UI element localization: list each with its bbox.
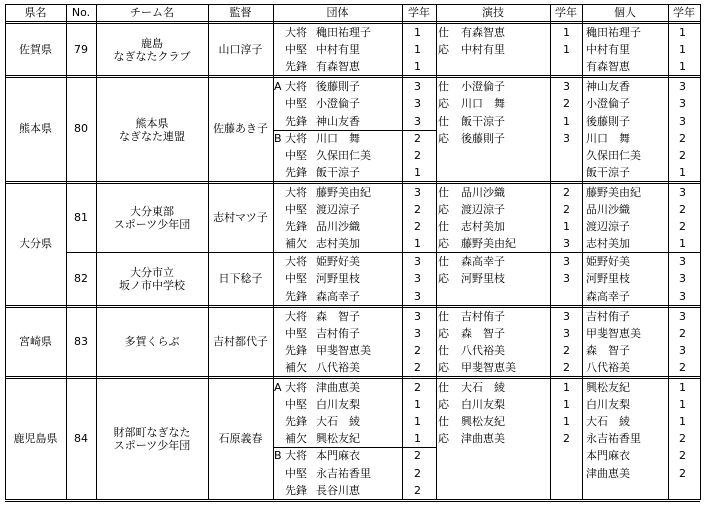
team-member-grade: 3 bbox=[414, 114, 421, 128]
demo-grade: 3 bbox=[563, 255, 570, 269]
individual-name: 中村有里 bbox=[586, 43, 630, 57]
individual-grade: 1 bbox=[679, 398, 686, 412]
demo-grade: 3 bbox=[563, 237, 570, 251]
team-number: 84 bbox=[74, 432, 88, 445]
column-border bbox=[66, 4, 67, 500]
column-border bbox=[96, 4, 97, 500]
team-member-name: 河野里枝 bbox=[316, 272, 360, 286]
team-member-grade: 3 bbox=[414, 289, 421, 303]
demo-name: 志村美加 bbox=[461, 220, 505, 234]
team-member-grade: 2 bbox=[414, 343, 421, 357]
demo-name: 藤野美由紀 bbox=[461, 237, 516, 251]
group-label: A bbox=[274, 381, 282, 394]
demo-grade: 1 bbox=[563, 114, 570, 128]
team-member-grade: 1 bbox=[414, 60, 421, 74]
team-member-name: 森高幸子 bbox=[316, 289, 360, 303]
individual-name: 後藤則子 bbox=[586, 114, 630, 128]
team-member-name: 大石 綾 bbox=[316, 415, 360, 429]
individual-grade: 1 bbox=[679, 26, 686, 39]
demo-grade: 1 bbox=[563, 220, 570, 234]
individual-name: 八代裕美 bbox=[586, 360, 630, 374]
individual-name: 久保田仁美 bbox=[586, 148, 641, 162]
team-member-grade: 2 bbox=[414, 203, 421, 216]
individual-name: 津曲恵美 bbox=[586, 466, 630, 480]
demo-name: 川口 舞 bbox=[461, 97, 505, 111]
header-grade: 学年 bbox=[555, 6, 577, 19]
team-member-grade: 2 bbox=[414, 131, 421, 145]
demo-role: 仕 bbox=[438, 415, 449, 429]
demo-grade: 2 bbox=[563, 343, 570, 357]
individual-grade: 3 bbox=[679, 185, 686, 199]
individual-name: 神山友香 bbox=[586, 80, 630, 94]
column-border bbox=[582, 4, 583, 500]
team-number: 82 bbox=[74, 272, 88, 286]
individual-name: 川口 舞 bbox=[586, 131, 630, 145]
prefecture-name: 大分県 bbox=[19, 236, 52, 250]
team-member-name: 八代裕美 bbox=[316, 360, 360, 374]
team-member-name: 本門麻衣 bbox=[316, 449, 360, 463]
individual-grade: 3 bbox=[679, 114, 686, 128]
individual-grade: 3 bbox=[679, 80, 686, 94]
header-grade: 学年 bbox=[673, 6, 695, 19]
team-position: 先鋒 bbox=[285, 60, 307, 74]
individual-grade: 3 bbox=[679, 309, 686, 323]
team-member-grade: 2 bbox=[414, 360, 421, 374]
header-no: No. bbox=[71, 6, 91, 19]
team-member-name: 品川沙織 bbox=[316, 220, 360, 234]
team-member-name: 有森智恵 bbox=[316, 60, 360, 74]
team-member-grade: 2 bbox=[414, 148, 421, 162]
team-position: 補欠 bbox=[285, 237, 307, 251]
demo-role: 応 bbox=[438, 432, 449, 446]
individual-grade: 1 bbox=[679, 415, 686, 429]
header-prefecture: 県名 bbox=[24, 6, 47, 19]
prefecture-name: 鹿児島県 bbox=[13, 432, 58, 445]
header-team-name: チーム名 bbox=[130, 6, 174, 19]
demo-name: 吉村侑子 bbox=[461, 309, 505, 323]
team-divider bbox=[5, 75, 700, 76]
individual-grade: 2 bbox=[679, 466, 686, 480]
team-number: 81 bbox=[74, 210, 88, 224]
team-member-name: 興松友紀 bbox=[316, 432, 360, 446]
team-member-name: 渡辺涼子 bbox=[316, 203, 360, 216]
team-member-grade: 1 bbox=[414, 26, 421, 39]
team-name-line: 坂ノ市中学校 bbox=[119, 278, 185, 292]
team-member-grade: 2 bbox=[414, 220, 421, 234]
demo-role: 応 bbox=[438, 131, 449, 145]
demo-name: 森高幸子 bbox=[461, 255, 505, 269]
individual-name: 飯干涼子 bbox=[586, 165, 630, 179]
group-label: A bbox=[274, 80, 282, 94]
team-position: 先鋒 bbox=[285, 415, 307, 429]
demo-name: 白川友梨 bbox=[461, 398, 505, 412]
team-member-name: 姫野好美 bbox=[316, 255, 360, 269]
team-name-line: スポーツ少年団 bbox=[113, 218, 191, 232]
demo-role: 仕 bbox=[438, 114, 449, 128]
demo-grade: 3 bbox=[563, 326, 570, 340]
individual-grade: 2 bbox=[679, 148, 686, 162]
demo-role: 応 bbox=[438, 97, 449, 111]
individual-name: 吉村侑子 bbox=[586, 309, 630, 323]
team-name-line: なぎなたクラブ bbox=[113, 49, 191, 63]
demo-role: 仕 bbox=[438, 220, 449, 234]
team-number: 80 bbox=[74, 122, 88, 136]
team-member-name: 穐田祐理子 bbox=[316, 26, 371, 39]
coach-name: 吉村都代子 bbox=[213, 334, 268, 348]
demo-role: 応 bbox=[438, 398, 449, 412]
team-position: 補欠 bbox=[285, 432, 307, 446]
team-member-grade: 1 bbox=[414, 432, 421, 446]
team-member-name: 甲斐智恵美 bbox=[316, 343, 371, 357]
team-member-name: 志村美加 bbox=[316, 237, 360, 251]
team-member-name: 川口 舞 bbox=[316, 131, 360, 145]
team-member-name: 後藤則子 bbox=[316, 80, 360, 94]
demo-grade: 3 bbox=[563, 131, 570, 145]
team-position: 大将 bbox=[285, 80, 307, 94]
demo-grade: 2 bbox=[563, 360, 570, 374]
individual-grade: 2 bbox=[679, 131, 686, 145]
team-position: 大将 bbox=[285, 26, 307, 39]
header-team-event: 団体 bbox=[326, 6, 349, 19]
team-member-name: 白川友梨 bbox=[316, 398, 360, 412]
demo-grade: 1 bbox=[563, 26, 570, 39]
team-member-name: 長谷川恵 bbox=[316, 483, 360, 497]
demo-role: 応 bbox=[438, 272, 449, 286]
team-position: 先鋒 bbox=[285, 114, 307, 128]
demo-name: 有森智恵 bbox=[461, 26, 505, 39]
individual-grade: 3 bbox=[679, 97, 686, 111]
team-name-line: 財部町なぎなた bbox=[113, 425, 191, 439]
individual-name: 森高幸子 bbox=[586, 289, 630, 303]
team-divider bbox=[5, 499, 700, 500]
team-divider bbox=[5, 181, 700, 182]
demo-role: 仕 bbox=[438, 343, 449, 357]
team-number: 83 bbox=[74, 334, 88, 348]
team-member-name: 神山友香 bbox=[316, 114, 360, 128]
team-member-grade: 1 bbox=[414, 165, 421, 179]
team-position: 大将 bbox=[285, 255, 307, 269]
team-member-grade: 2 bbox=[414, 449, 421, 463]
team-member-name: 永吉祐香里 bbox=[316, 466, 371, 480]
team-name-line: 多賀くらぶ bbox=[124, 335, 180, 349]
individual-name: 興松友紀 bbox=[586, 381, 630, 394]
individual-grade: 2 bbox=[679, 432, 686, 446]
column-border bbox=[208, 4, 209, 500]
team-position: 中堅 bbox=[285, 326, 307, 340]
header-individual: 個人 bbox=[614, 6, 636, 19]
team-member-name: 飯干涼子 bbox=[316, 165, 360, 179]
demo-grade: 1 bbox=[563, 381, 570, 394]
demo-grade: 2 bbox=[563, 97, 570, 111]
demo-grade: 2 bbox=[563, 185, 570, 199]
demo-name: 甲斐智恵美 bbox=[461, 360, 516, 374]
team-position: 先鋒 bbox=[285, 165, 307, 179]
team-position: 中堅 bbox=[285, 466, 307, 480]
demo-name: 河野里枝 bbox=[461, 272, 505, 286]
demo-role: 応 bbox=[438, 326, 449, 340]
individual-name: 白川友梨 bbox=[586, 398, 630, 412]
team-name-line: 大分市立 bbox=[130, 265, 174, 279]
team-member-grade: 2 bbox=[414, 466, 421, 480]
column-border bbox=[550, 4, 551, 500]
team-name-line: 大分東部 bbox=[130, 205, 174, 219]
team-member-grade: 3 bbox=[414, 326, 421, 340]
individual-name: 河野里枝 bbox=[586, 272, 630, 286]
individual-grade: 3 bbox=[679, 343, 686, 357]
demo-grade: 2 bbox=[563, 432, 570, 446]
team-divider bbox=[5, 376, 700, 377]
header-coach: 監督 bbox=[229, 6, 252, 19]
coach-name: 日下稔子 bbox=[218, 272, 263, 286]
demo-role: 仕 bbox=[438, 26, 449, 39]
demo-name: 八代裕美 bbox=[461, 343, 505, 357]
team-member-name: 藤野美由紀 bbox=[316, 185, 371, 199]
individual-grade: 2 bbox=[679, 449, 686, 463]
demo-name: 後藤則子 bbox=[461, 131, 505, 145]
demo-name: 大石 綾 bbox=[461, 381, 505, 394]
team-position: 中堅 bbox=[285, 272, 307, 286]
demo-role: 仕 bbox=[438, 309, 449, 323]
team-position: 大将 bbox=[285, 131, 307, 145]
header-grade: 学年 bbox=[408, 6, 430, 19]
demo-grade: 2 bbox=[563, 203, 570, 216]
team-position: 先鋒 bbox=[285, 343, 307, 357]
individual-grade: 3 bbox=[679, 272, 686, 286]
coach-name: 石原義春 bbox=[218, 432, 263, 445]
team-name-line: 鹿島 bbox=[141, 36, 163, 50]
demo-role: 応 bbox=[438, 43, 449, 57]
individual-name: 大石 綾 bbox=[586, 415, 630, 429]
team-position: 先鋒 bbox=[285, 289, 307, 303]
individual-grade: 1 bbox=[679, 381, 686, 394]
individual-grade: 1 bbox=[679, 43, 686, 57]
coach-name: 志村マツ子 bbox=[213, 210, 268, 224]
team-position: 先鋒 bbox=[285, 483, 307, 497]
individual-grade: 1 bbox=[679, 165, 686, 179]
individual-name: 甲斐智恵美 bbox=[586, 326, 641, 340]
team-member-grade: 3 bbox=[414, 97, 421, 111]
header-bottom-border bbox=[5, 21, 700, 22]
team-position: 大将 bbox=[285, 449, 307, 463]
individual-grade: 1 bbox=[679, 60, 686, 74]
demo-grade: 3 bbox=[563, 272, 570, 286]
demo-role: 仕 bbox=[438, 381, 449, 394]
individual-grade: 2 bbox=[679, 360, 686, 374]
individual-name: 本門麻衣 bbox=[586, 449, 630, 463]
demo-name: 津曲恵美 bbox=[461, 432, 505, 446]
team-member-name: 久保田仁美 bbox=[316, 148, 371, 162]
demo-grade: 1 bbox=[563, 415, 570, 429]
team-member-grade: 2 bbox=[414, 381, 421, 394]
column-border bbox=[668, 4, 669, 500]
individual-name: 小澄倫子 bbox=[586, 97, 630, 111]
demo-role: 応 bbox=[438, 237, 449, 251]
individual-name: 森 智子 bbox=[586, 343, 630, 357]
team-name-line: 熊本県 bbox=[135, 116, 169, 130]
team-member-grade: 1 bbox=[414, 415, 421, 429]
demo-name: 渡辺涼子 bbox=[461, 203, 505, 216]
individual-grade: 2 bbox=[679, 203, 686, 216]
individual-name: 藤野美由紀 bbox=[586, 185, 641, 199]
team-number: 79 bbox=[74, 43, 88, 56]
individual-name: 品川沙織 bbox=[586, 203, 630, 216]
prefecture-name: 熊本県 bbox=[19, 122, 52, 136]
demo-role: 応 bbox=[438, 203, 449, 216]
team-position: 補欠 bbox=[285, 360, 307, 374]
team-position: 中堅 bbox=[285, 398, 307, 412]
prefecture-name: 宮崎県 bbox=[19, 334, 52, 348]
prefecture-name: 佐賀県 bbox=[19, 43, 52, 56]
team-member-name: 森 智子 bbox=[316, 309, 360, 323]
team-position: 大将 bbox=[285, 381, 307, 394]
demo-name: 品川沙織 bbox=[461, 185, 505, 199]
team-divider bbox=[5, 305, 700, 306]
individual-name: 穐田祐理子 bbox=[586, 26, 641, 39]
team-member-grade: 2 bbox=[414, 483, 421, 497]
individual-grade: 1 bbox=[679, 237, 686, 251]
individual-grade: 2 bbox=[679, 326, 686, 340]
individual-grade: 3 bbox=[679, 289, 686, 303]
demo-name: 中村有里 bbox=[461, 43, 505, 57]
team-member-grade: 1 bbox=[414, 237, 421, 251]
table-top-border bbox=[5, 4, 700, 5]
demo-grade: 3 bbox=[563, 309, 570, 323]
team-member-name: 津曲恵美 bbox=[316, 381, 360, 394]
column-border bbox=[5, 4, 6, 500]
column-border bbox=[700, 4, 701, 500]
individual-grade: 3 bbox=[679, 255, 686, 269]
individual-name: 有森智恵 bbox=[586, 60, 630, 74]
team-member-name: 吉村侑子 bbox=[316, 326, 360, 340]
header-demo: 演技 bbox=[482, 6, 504, 19]
group-label: B bbox=[274, 449, 282, 463]
team-member-grade: 3 bbox=[414, 255, 421, 269]
demo-role: 仕 bbox=[438, 185, 449, 199]
team-member-grade: 1 bbox=[414, 43, 421, 57]
individual-name: 渡辺涼子 bbox=[586, 220, 630, 234]
team-position: 中堅 bbox=[285, 203, 307, 216]
demo-grade: 3 bbox=[563, 80, 570, 94]
coach-name: 山口淳子 bbox=[218, 43, 263, 56]
demo-grade: 1 bbox=[563, 398, 570, 412]
individual-grade: 2 bbox=[679, 220, 686, 234]
team-position: 大将 bbox=[285, 185, 307, 199]
team-member-grade: 3 bbox=[414, 185, 421, 199]
team-member-grade: 1 bbox=[414, 398, 421, 412]
demo-role: 仕 bbox=[438, 255, 449, 269]
demo-role: 応 bbox=[438, 360, 449, 374]
demo-name: 興松友紀 bbox=[461, 415, 505, 429]
team-position: 中堅 bbox=[285, 148, 307, 162]
team-position: 中堅 bbox=[285, 97, 307, 111]
team-member-grade: 3 bbox=[414, 272, 421, 286]
column-border bbox=[436, 4, 437, 500]
team-member-name: 小澄倫子 bbox=[316, 97, 360, 111]
team-double-divider bbox=[5, 501, 700, 502]
demo-role: 仕 bbox=[438, 80, 449, 94]
team-position: 大将 bbox=[285, 309, 307, 323]
team-member-grade: 3 bbox=[414, 309, 421, 323]
team-position: 中堅 bbox=[285, 43, 307, 57]
demo-grade: 1 bbox=[563, 43, 570, 57]
individual-name: 永吉祐香里 bbox=[586, 432, 641, 446]
coach-name: 佐藤あき子 bbox=[213, 122, 268, 136]
demo-name: 小澄倫子 bbox=[461, 80, 505, 94]
column-border bbox=[273, 4, 274, 500]
column-border bbox=[402, 4, 403, 500]
team-name-line: なぎなた連盟 bbox=[119, 129, 185, 143]
team-name-line: スポーツ少年団 bbox=[113, 438, 191, 452]
individual-name: 志村美加 bbox=[586, 237, 630, 251]
group-label: B bbox=[274, 131, 282, 145]
demo-name: 飯干涼子 bbox=[461, 114, 505, 128]
individual-name: 姫野好美 bbox=[586, 255, 630, 269]
team-member-name: 中村有里 bbox=[316, 43, 360, 57]
team-position: 先鋒 bbox=[285, 220, 307, 234]
team-member-grade: 3 bbox=[414, 80, 421, 94]
demo-name: 森 智子 bbox=[461, 326, 505, 340]
